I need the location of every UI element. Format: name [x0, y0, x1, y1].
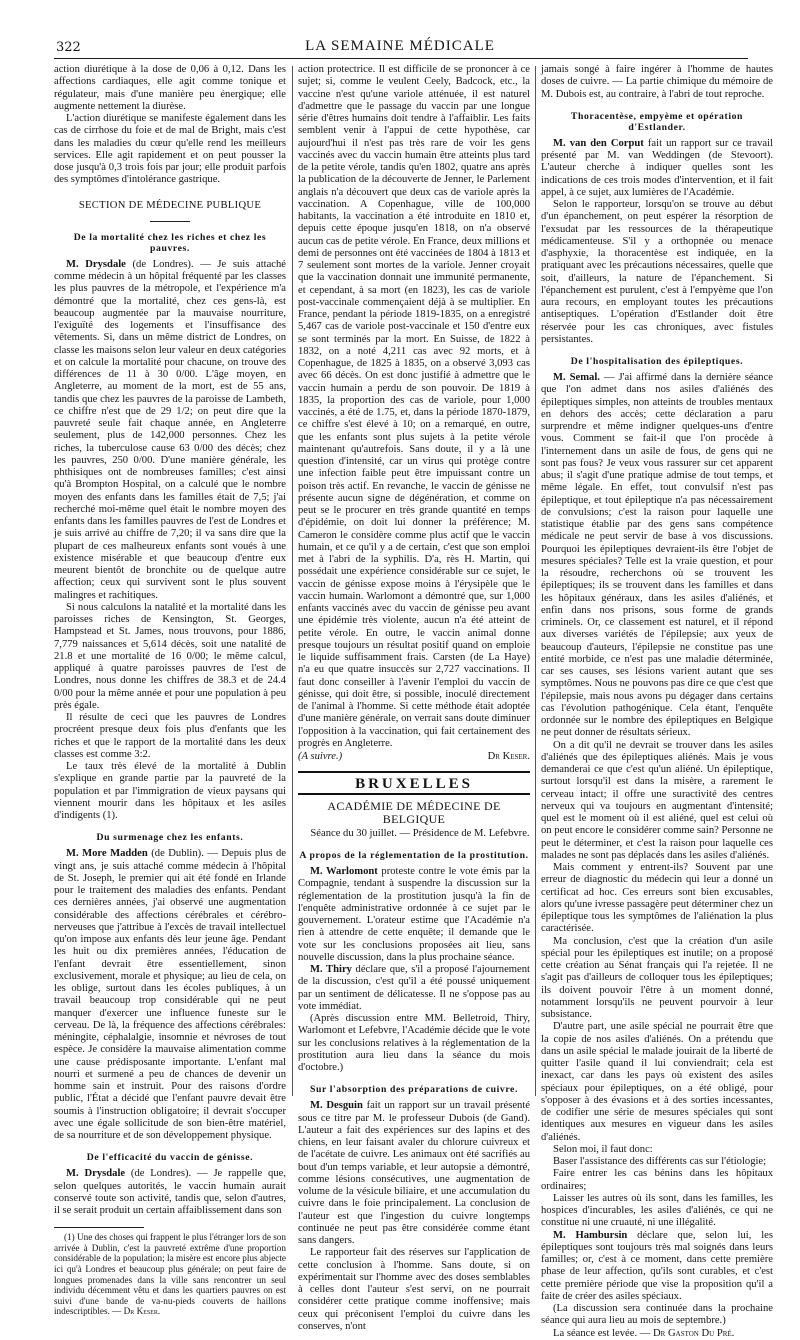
column-divider	[535, 66, 536, 1096]
signature-line	[298, 751, 530, 763]
paragraph: Il résulte de ceci que les pauvres de Londres procréent presque deux fois plus d'enfants que les riches et que le rapport de la mortalité dans les deux classes est comme 3:2.	[54, 712, 286, 760]
paragraph: M. Thiry déclare que, s'il a proposé l'ajournement de la discussion, c'est qu'il a été poussé uniquement par un sentiment de délicatesse. Il ne s'oppose pas au vote immédiat.	[298, 964, 530, 1012]
paragraph: Selon moi, il faut donc:	[553, 1143, 653, 1155]
paragraph: Si nous calculons la natalité et la mortalité dans les paroisses riches de Kensington, St. Georges, Hampstead et St. James, nous trouvons, pour 1886, 7,779 naissances et 5,614 décès, soit une natalité de 21.8 et une mortalité de 16 0/00; le même calcul, appliqué à quatre paroisses pauvres de l'est de Londres, nous donne les chiffres de 38.3 et de 24.4 0/00 pour la même année et pour une population à peu près égale.	[54, 601, 286, 711]
paragraph: Ma conclusion, c'est que la création d'un asile spécial pour les épileptiques est inutile; on a proposé cette création au Sénat français qui l'a rejetée. Il ne s'agit pas d'ailleurs de colloquer tous les épileptiques; ils doivent pouvoir l'être à un moment donné, notamment lorsqu'ils ne peuvent pourvoir à leur subsistance.	[541, 935, 773, 1020]
paragraph: M. Desguin fait un rapport sur un travail présenté sous ce titre par M. le professeur Dubois (de Gand). L'auteur a fait des expériences sur des lapins et des chiens, en leur faisant avaler du chlorure cuivreux et de l'acétate de cuivre. Les animaux ont été sacrifiés au bout d'un temps variable, et leur autopsie a démontré, comme lésions consécutives, une augmentation de volume de la vésicule biliaire, et une accumulation du cuivre dans le foie principalement. La conclusion de l'auteur est que l'ingestion du cuivre longtemps continuée ne peut pas être considérée comme étant sans dangers.	[298, 1100, 531, 1246]
article-heading: A propos de la réglementation de la prostitution.	[299, 850, 529, 861]
paragraph: M. van den Corput fait un rapport sur ce travail présenté par M. van Weddingen (de Stevoort). L'auteur cherche à indiquer quelles sont les indications de ces trois modes d'intervention, et il fait appel, à ce sujet, aux lumières de l'Académie.	[541, 137, 773, 198]
paragraph: action protectrice. Il est difficile de se prononcer à ce sujet; si, comme le veulent Ceely, Badcock, etc., la vaccine n'est qu'une variole atténuée, il est naturel d'admettre que le passage du vaccin par une longue série d'êtres humains doit tendre à l'affaiblir. Les faits semblent venir à l'appui de cette hypothèse, car aujourd'hui il n'est pas très rare de voir les gens vaccinés avec du vaccin humain être atteints plus tard de la petite vérole, tandis qu'en 1802, quatre ans après la publication de la découverte de Jenner, le Parlement anglais n'a découvert que deux cas de variole après la vaccination. A Copenhague, ville de 100,000 habitants, la vaccination a été introduite en 1810 et, depuis cette époque jusqu'en 1818, on n'a observé aucun cas de petite vérole. En France, deux millions et demi de personnes ont été vaccinées de 1804 à 1813 et 7 seulement sont mortes de la variole. Jenner croyait que la vaccination donnait une immunité permanente, et cependant, à sa mort (en 1823), les cas de variole post-vaccinale commençaient déjà à se multiplier. En France, pendant la période 1819-1835, on a enregistré 5,467 cas de variole post-vaccinale et 150 d'entre eux se sont terminés par la mort. En Suisse, de 1822 à 1832, on a noté 4,211 cas avec 92 morts, et à Copenhague, de 1825 à 1835, on a observé 3,093 cas avec 66 décès. On est donc justifié à admettre que le vaccin humain a perdu de son pouvoir. De 1819 à 1835, la proportion des cas de variole, pour 1,000 vaccinés, a été de 1.75, et, dans la période 1870-1879, ce chiffre s'est élevé à 10; on a remarqué, en outre, que les enfants sont plus sujets à la petite vérole maintenant qu'autrefois. Sans doute, il y a là une question d'intensité, car un virus qui protège contre une infection faible peut être impuissant contre un poison très actif. En revanche, le vaccin de génisse ne présente aucun signe de dégénération, et comme on peut se le procurer en très grande quantité en temps d'épidémie, on doit lui donner la préférence; M. Cameron le considère comme plus actif que le vaccin humain, et ce qu'il y a de certain, c'est que son emploi met à l'abri de la syphilis. D'a, rès H. Martin, qui possédait une expérience considérable sur ce sujet, le vaccin de génisse expose moins à l'érysipèle que le vaccin humain. Warlomont a démontré que, sur 1,000 enfants vaccinés avec du vaccin de génisse peu avant une épidémie très violente, aucun n'a été atteint de petite vérole. En outre, le vaccin animal donne presque toujours un résultat positif quand on emploie le liquide suffisamment frais. Carsten (de La Haye) n'a eu que quatre insuccès sur 2,727 vaccinations. Il faut donc conseiller à l'avenir l'emploi du vaccin de génisse, qui doit être, si possible, inoculé directement de l'animal à l'homme. Si cette méthode était adoptée d'une manière générale, on verrait sans doute diminuer l'opposition à la vaccination, qui fait certainement des progrès en Angleterre.	[298, 64, 530, 749]
paragraph: Faire entrer les cas bénins dans les hôpitaux ordinaires;	[541, 1168, 773, 1192]
paragraph: (Après discussion entre MM. Belletroid, Thiry, Warlomont et Lefebvre, l'Académie décide que le vote sur les conclusions relatives à la réglementation de la prostitution aura lieu dans la séance du mois d'octobre.)	[298, 1013, 530, 1073]
article-heading: Du surmenage chez les enfants.	[96, 832, 244, 844]
paragraph: action diurétique à la dose de 0,06 à 0,12. Dans les affections cardiaques, elle agit comme tonique et régulateur, mais d'une manière peu énergique; elle augmente nettement la diurèse.	[54, 64, 286, 112]
paragraph: La séance est levée. — Dr Gaston Du Pré.	[553, 1327, 735, 1339]
city-title: BRUXELLES	[355, 776, 473, 793]
paragraph: M. Hambursin déclare que, selon lui, les épileptiques sont toujours très mal soignés dans leurs familles; or, c'est à ce moment, dans cette première phase de leur affection, qu'ils sont curables, et c'est cette première période que vise la proposition qu'il a faite de créer des asiles spéciaux.	[541, 1229, 773, 1302]
speaker-name: M. Drysdale	[66, 1168, 126, 1180]
paragraph: L'action diurétique se manifeste également dans les cas de cirrhose du foie et de mal de Bright, mais c'est dans les maladies du cœur qu'elle rend les meilleurs services. Elle agit rapidement et on peut pousser la dose jusqu'à 0,3 trois fois par jour; elle produit parfois des symptômes d'intolérance gastrique.	[54, 113, 286, 186]
academy-title: ACADÉMIE DE MÉDECINE DE BELGIQUE	[327, 799, 501, 826]
footnote-rule	[54, 1227, 144, 1228]
paragraph: Baser l'assistance des différents cas sur l'étiologie;	[553, 1156, 767, 1167]
paragraph: Le rapporteur fait des réserves sur l'application de cette conclusion à l'homme. Sans doute, si on expérimentait sur l'homme avec des doses semblables à celles dont l'auteur s'est servi, on ne pourrait considérer cette pratique comme inoffensive; mais ceux qui préconisent l'emploi du cuivre dans les conserves, n'ont	[298, 1247, 530, 1332]
column-middle	[298, 64, 531, 1332]
article-heading: De l'hospitalisation des épileptiques.	[570, 356, 744, 367]
session-line: Séance du 30 juillet. — Présidence de M. Lefebvre.	[310, 827, 530, 839]
article-heading: De la mortalité chez les riches et chez les pauvres.	[73, 231, 267, 254]
column-divider	[292, 66, 293, 1096]
paragraph: Laisser les autres où ils sont, dans les familles, les hospices d'incurables, les asiles d'aliénés, ce qui ne constitue ni une cruauté, ni une illégalité.	[541, 1192, 773, 1229]
speaker-name: M. Semal.	[553, 372, 600, 383]
article-heading: Sur l'absorption des préparations de cuivre.	[310, 1084, 518, 1096]
speaker-name: M. Warlomont	[310, 866, 378, 877]
paragraph: (La discussion sera continuée dans la prochaine séance qui aura lieu au mois de septembre.)	[541, 1303, 773, 1327]
header-rule	[54, 58, 748, 59]
speaker-name: M. Hambursin	[553, 1229, 628, 1241]
signature: Dr Keser.	[487, 751, 530, 762]
column-right	[541, 64, 773, 1339]
paragraph: M. Warlomont proteste contre le vote émis par la Compagnie, tendant à suspendre la discussion sur la réglementation de la prostitution jusqu'à la fin de l'enquête administrative ordonnée à ce sujet par le gouvernement. L'orateur estime que l'Académie n'a rien à attendre de cette enquête; il demande que le vote sur les conclusions proposées ait lieu, sans nouvelle discussion, dans la plus prochaine séance.	[298, 866, 530, 963]
paragraph: Mais comment y entrent-ils? Souvent par une erreur de diagnostic du médecin qui leur a donné un certificat ad hoc. Ces erreurs sont bien excusables, alors qu'une ivresse passagère peut déterminer chez un épileptique tous les symptômes de l'aliénation la plus caractérisée.	[541, 862, 773, 935]
speaker-name: M. Drysdale	[66, 258, 126, 270]
paragraph: Le taux très élevé de la mortalité à Dublin s'explique en grande partie par la pauvreté de la population et par l'immigration de vieux paysans qui viennent mourir dans les hôpitaux et les asiles d'indigents (1).	[54, 761, 286, 821]
paragraph: M. Drysdale (de Londres). — Je suis attaché comme médecin à un hôpital fréquenté par les classes les plus pauvres de la métropole, et l'expérience m'a démontré que la mortalité, chez ces gens-là, est beaucoup augmentée par la mauvaise nourriture, l'exiguïté des logements et l'insuffisance des vêtements. Si, dans un même district de Londres, on classe les maisons selon leur valeur en deux catégories et on calcule la mortalité pour chacune, on trouve des différences de 11 à 30 0/00. L'âge moyen, en Angleterre, au moment de la mort, est de 55 ans, tandis que chez les pauvres de la paroisse de Lambeth, ce chiffre n'est que de 29 1/2; on peut dire que la pauvreté seule fait chaque année, en Angleterre seulement, plus de 142,000 personnes. Chez les riches, la tuberculose cause 63 0/00 des décès; chez les pauvres, 250 0/00. D'une manière générale, les phthisiques ont de nombreuses familles; c'est ainsi qu'à Brompton Hospital, on a calculé que le nombre moyen des enfants dans les familles était de 7,5; j'ai recherché moi-même quel était le nombre moyen des enfants dans les familles pauvres de l'est de Londres et je suis arrivé au chiffre de 7,20; il va sans dire que la plupart de ces malheureux enfants sont voués à une existence misérable et que beaucoup d'entre eux meurent bientôt de bronchite ou de quelque autre affection; ceux qui survivent sont le plus souvent malingres et rachitiques.	[54, 258, 286, 601]
column-left	[54, 64, 286, 1317]
article-heading: De l'efficacité du vaccin de génisse.	[86, 1152, 254, 1164]
paragraph: M. Drysdale (de Londres). — Je rappelle que, selon quelques autorités, le vaccin humain aurait conservé toute son activité, tandis que, selon d'autres, il se serait produit un certain affaiblissement dans son	[54, 1168, 286, 1216]
section-rule	[150, 221, 190, 222]
paragraph: Selon le rapporteur, lorsqu'on se trouve au début d'un épanchement, on peut espérer la résorption de l'exsudat par les ressources de la thérapeutique médicamenteuse. S'il y a orthopnée ou menace d'asphyxie, la thoracentèse est indiquée, en la pratiquant avec les précautions nécessaires, quelle que soit, d'ailleurs, la nature de l'épanchement. Si l'épanchement est purulent, c'est à l'empyème que l'on aura recours, en employant toutes les précautions antiseptiques. L'opération d'Estlander doit être réservée pour les cas chroniques, avec fistules persistantes.	[541, 199, 773, 345]
speaker-name: M. van den Corput	[553, 137, 644, 149]
speaker-name: M. Thiry	[310, 964, 352, 975]
article-heading: Thoracentèse, empyème et opération d'Estlander.	[570, 110, 744, 133]
journal-title: LA SEMAINE MÉDICALE	[305, 38, 495, 54]
speaker-name: M. Desguin	[310, 1100, 363, 1112]
paragraph: D'autre part, une asile spécial ne pourrait être que la copie de nos asiles d'aliénés. On a prétendu que dans un asile spécial le malade jouirait de la liberté de quitter l'asile quand il lui conviendrait; cela est inexact, car dans les pays où existent des asiles spéciaux pour épileptiques, on a été obligé, pour s'opposer à des évasions et à des sorties incessantes, de codifier une série de mesures spéciales qui sont identiques aux mesures en vigueur dans les asiles d'aliénés.	[541, 1021, 773, 1143]
paragraph: On a dit qu'il ne devrait se trouver dans les asiles d'aliénés que des épileptiques aliénés. Mais je vous demanderai ce que c'est qu'un aliéné. Un épileptique, surtout lorsqu'il est dans la misère, a rarement le cerveau intact; il offre une suractivité des centres nerveux qui va toujours en augmentant d'intensité; quel est le moment où il est aliéné, quel est celui où on peut encore le considérer comme sain? Personne ne peut le déterminer, et c'est la raison pour laquelle ces malades ne sont pas déplacés dans les asiles d'aliénés.	[541, 739, 773, 861]
paragraph: M. Semal. — J'ai affirmé dans la dernière séance que l'on admet dans nos asiles d'aliénés des épileptiques simples, non atteints de troubles mentaux en dehors des accès; cette déclaration a paru surprendre et même indigner quelques-uns d'entre vous. Comment se fait-il que l'on procède à l'internement dans un asile de fous, de gens qui ne sont pas fous? Je veux vous rassurer sur cet apparent abus; il s'agit d'une pratique admise de tout temps, et même légale. En effet, tout convulsif n'est pas épileptique, et tout épileptique n'a pas nécessairement de convulsions; c'est la raison pour laquelle une statistique établie par des gens sans compétence médicale ne peut servir de base à vos discussions. Pourquoi les épileptiques devraient-ils être l'objet de mesures spéciales? Telle est la vraie question, et pour la résoudre, recherchons où se trouvent les épileptiques; ils se trouvent dans les familles et dans les hôpitaux généraux, dans les asiles d'aliénés, et enfin dans nos prisons, sous forme de grands criminels. Or, ce classement est naturel, et il répond aux diverses variétés de l'épilepsie; aux yeux de beaucoup d'auteurs, l'épilepsie ne constitue pas une entité morbide, ce n'est pas une maladie déterminée, car ses causes, ses lésions varient autant que ses symptômes. Nous ne pouvons pas dire ce que c'est que l'épilepsie, mais nous avons pu dégager dans certains cas l'évolution pathogénique. Cela étant, l'enquête ordonnée sur le nombre des épileptiques en Belgique ne peut donner de résultats sérieux.	[541, 372, 773, 739]
signature: Dr Gaston Du Pré.	[653, 1327, 735, 1339]
to-be-continued: (A suivre.)	[298, 751, 343, 762]
section-title: SECTION DE MÉDECINE PUBLIQUE	[78, 199, 262, 211]
page-number: 322	[56, 40, 81, 55]
footnote: (1) Une des choses qui frappent le plus l'étranger lors de son arrivée à Dublin, c'est la pauvreté extrême d'une proportion considérable de la population; la misère est encore plus abjecte ici qu'à Londres et beaucoup plus générale; on peut faire de longues promenades dans la ville sans rencontrer un seul individu décemment vêtu et dans les quartiers pauvres on est suivi d'une bande de va-nu-pieds couverts de haillons indescriptibles. — Dr Keser.	[54, 1232, 286, 1317]
paragraph: M. More Madden (de Dublin). — Depuis plus de vingt ans, je suis attaché comme médecin à l'hôpital de St. Joseph, le premier qui ait été fondé en Irlande pour le traitement des maladies des enfants. Pendant ces dernières années, j'ai observé une augmentation considérable des affections cérébrales et cérébro-nerveuses que j'attribue à l'excès de travail intellectuel qu'on impose aux enfants dès leur jeune âge. Pendant les huit ou dix premières années, l'éducation de l'enfant devrait être essentiellement, sinon exclusivement, morale et physique; au lieu de cela, on les oblige, surtout dans les écoles publiques, à un travail beaucoup trop considérable qui ne peut manquer d'exercer une influence funeste sur le cerveau. De là, la fréquence des affections cérébrales: méningite, céphalalgie, insomnie et névroses de tout espèce. Je considère la mauvaise alimentation comme une cause prédisposante importante. L'enfant mal nourri et surmené a peu de chances de devenir un homme sain et instruit. Pour des raisons d'ordre public, l'État a décidé que l'enfant pauvre devait être soumis à l'instruction obligatoire; il devrait s'occuper avec une égale sollicitude de son bien-être matériel, de sa nourriture et de son développement physique.	[54, 848, 286, 1141]
signature: Dr Keser.	[123, 1306, 161, 1317]
city-banner	[298, 771, 530, 795]
paragraph: jamais songé à faire ingérer à l'homme de hautes doses de cuivre. — La partie chimique du mémoire de M. Dubois est, au contraire, à l'abri de tout reproche.	[541, 64, 773, 100]
speaker-name: M. More Madden	[66, 848, 148, 860]
